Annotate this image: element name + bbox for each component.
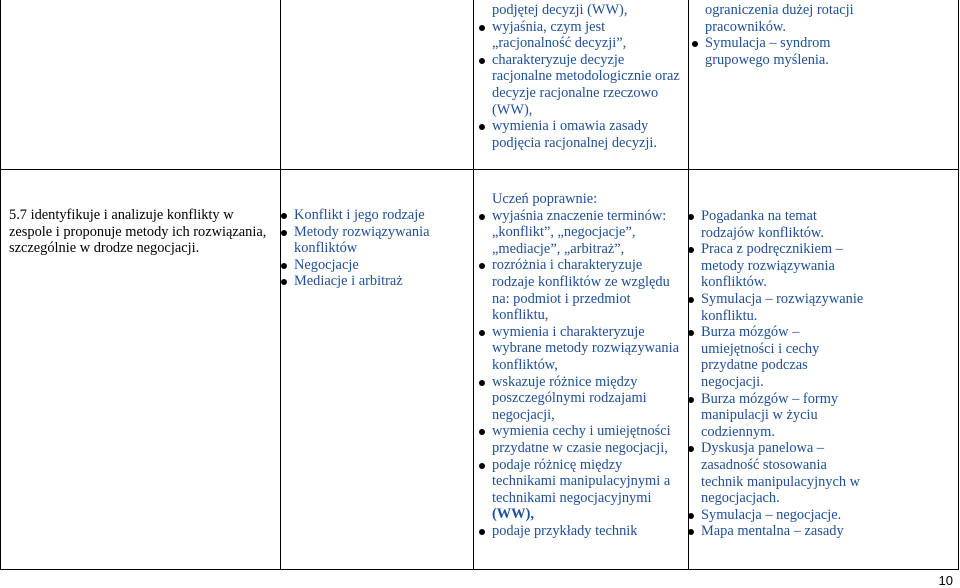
method-text: umiejętności i cechy — [701, 340, 820, 357]
student-outcome-text: na: podmiot i przedmiot — [492, 290, 631, 307]
student-outcome-text: „mediacje”, „arbitraż”, — [492, 240, 625, 257]
method-text: Praca z podręcznikiem – — [701, 241, 843, 258]
student-outcome-line — [492, 307, 679, 324]
student-outcome-text: wybrane metody rozwiązywania — [492, 340, 680, 357]
bullet-icon — [479, 429, 485, 435]
top-outcome-line — [492, 35, 680, 52]
bullet-icon — [688, 247, 694, 253]
bullet-icon — [479, 58, 485, 64]
student-outcome-line — [492, 423, 679, 440]
method-text: negocjacji. — [701, 373, 764, 390]
top-outcome-text: racjonalne metodologicznie oraz — [492, 68, 680, 85]
top-method-text: pracowników. — [705, 18, 786, 35]
method-line — [701, 324, 863, 341]
method-text: Dyskusja panelowa – — [701, 440, 825, 457]
method-text: Pogadanka na temat — [701, 208, 817, 224]
student-outcome-text: rodzaje konfliktów ze względu — [492, 273, 670, 290]
top-method-text: Symulacja – syndrom — [705, 35, 831, 52]
effect-text-line: zespole i proponuje metody ich rozwiązania, — [9, 223, 267, 240]
effect-5-7 — [9, 207, 266, 257]
student-outcome-text: poszczególnymi rodzajami — [492, 390, 647, 407]
effect-text-line: szczególnie w drodze negocjacji. — [9, 240, 200, 257]
topic-text: Negocjacje — [294, 256, 359, 273]
method-line — [701, 457, 863, 474]
student-outcome-text: konfliktu, — [492, 307, 549, 324]
table-border-col1 — [280, 0, 281, 570]
method-line — [701, 208, 863, 225]
top-outcome-text: charakteryzuje decyzje — [492, 51, 625, 68]
method-line — [701, 357, 863, 374]
top-method-line — [705, 35, 854, 52]
method-line — [701, 241, 863, 258]
method-line — [701, 291, 863, 308]
bullet-icon — [479, 124, 485, 130]
top-method-line — [705, 2, 854, 19]
bullet-icon — [688, 330, 694, 336]
top-outcome-text: wymienia i omawia zasady — [492, 118, 649, 135]
method-text: rodzajów konfliktów. — [701, 224, 824, 241]
student-outcome-line — [492, 224, 679, 241]
student-outcome-line — [492, 357, 679, 374]
top-outcome-text: (WW), — [492, 101, 533, 118]
bullet-icon — [281, 279, 287, 285]
student-outcome-line — [492, 523, 679, 540]
effect-text-line: 5.7 identyfikuje i analizuje konflikty w — [9, 207, 234, 223]
bullet-icon — [479, 330, 485, 336]
method-text: negocjacjach. — [701, 490, 780, 507]
method-text: codziennym. — [701, 423, 775, 440]
bullet-icon — [281, 263, 287, 269]
bullet-icon — [479, 25, 485, 31]
bullet-icon — [281, 230, 287, 236]
student-outcome-text: przydatne w czasie negocjacji, — [492, 439, 668, 456]
method-line — [701, 374, 863, 391]
student-outcome-text: technikami manipulacyjnymi a — [492, 473, 671, 490]
student-outcome-line — [492, 506, 679, 523]
topic-line — [294, 273, 429, 290]
student-outcome-line — [492, 407, 679, 424]
student-outcome-text: wskazuje różnice między — [492, 373, 638, 390]
method-line — [701, 407, 863, 424]
method-line — [701, 440, 863, 457]
method-line — [701, 308, 863, 325]
bullet-icon — [688, 397, 694, 403]
method-line — [701, 424, 863, 441]
top-outcome-text: podjętej decyzji (WW), — [492, 2, 628, 18]
bullet-icon — [479, 529, 485, 535]
top-outcome-line — [492, 52, 680, 69]
top-outcome-text: wyjaśnia, czym jest — [492, 18, 606, 35]
method-text: Mapa mentalna – zasady — [701, 523, 844, 540]
top-row-methods — [705, 2, 854, 68]
student-outcome-text: podaje różnicę między — [492, 456, 623, 473]
table-border-right — [958, 0, 959, 570]
student-outcome-line — [492, 324, 679, 341]
student-outcome-text: podaje przykłady technik — [492, 522, 638, 539]
student-outcome-line — [492, 490, 679, 507]
table-border-col3 — [688, 0, 689, 570]
method-text: Symulacja – rozwiązywanie — [701, 290, 864, 307]
method-line — [701, 490, 863, 507]
student-outcome-line — [492, 208, 679, 225]
method-line — [701, 274, 863, 291]
bullet-icon — [692, 41, 698, 47]
method-text: Symulacja – negocjacje. — [701, 506, 842, 523]
student-outcome-line — [492, 291, 679, 308]
top-outcome-text: „racjonalność decyzji”, — [492, 35, 627, 52]
method-line — [701, 225, 863, 242]
method-text: Burza mózgów – — [701, 324, 800, 341]
topic-text: Metody rozwiązywania — [294, 223, 430, 240]
top-outcome-line — [492, 68, 680, 85]
top-method-text: grupowego myślenia. — [705, 51, 829, 68]
top-outcome-line — [492, 102, 680, 119]
method-text: konfliktu. — [701, 307, 758, 324]
top-outcome-line — [492, 2, 680, 19]
bullet-icon — [479, 214, 485, 220]
student-outcome-line — [492, 257, 679, 274]
table-border-bottom — [0, 569, 959, 570]
method-line — [701, 474, 863, 491]
method-text: Burza mózgów – formy — [701, 390, 839, 407]
page-number: 10 — [938, 573, 953, 588]
topic-text: Konflikt i jego rodzaje — [294, 207, 425, 223]
bullet-icon — [688, 297, 694, 303]
top-method-line — [705, 19, 854, 36]
method-text: technik manipulacyjnych w — [701, 473, 861, 490]
bullet-icon — [281, 213, 287, 219]
method-line — [701, 258, 863, 275]
top-outcome-text: decyzje racjonalne rzeczowo — [492, 84, 659, 101]
student-outcome-text: rozróżnia i charakteryzuje — [492, 257, 643, 274]
student-outcome-text: wyjaśnia znaczenie terminów: — [492, 207, 667, 224]
student-outcome-text: negocjacji, — [492, 406, 555, 423]
student-intro: Uczeń poprawnie: — [492, 191, 598, 207]
top-row-learning-outcomes — [492, 2, 680, 151]
topic-text: Mediacje i arbitraż — [294, 273, 403, 290]
student-outcomes — [492, 191, 679, 539]
top-outcome-line — [492, 118, 680, 135]
method-line — [701, 523, 863, 540]
method-text: konfliktów. — [701, 274, 767, 291]
method-text: manipulacji w życiu — [701, 407, 818, 424]
bullet-icon — [688, 214, 694, 220]
method-line — [701, 391, 863, 408]
student-outcome-line — [492, 274, 679, 291]
topic-line — [294, 240, 429, 257]
bullet-icon — [688, 446, 694, 452]
method-text: zasadność stosowania — [701, 456, 827, 473]
top-outcome-line — [492, 135, 680, 152]
student-outcome-line — [492, 440, 679, 457]
top-outcome-line — [492, 85, 680, 102]
topics-list — [294, 207, 429, 290]
bullet-icon — [479, 380, 485, 386]
bullet-icon — [688, 529, 694, 535]
student-outcome-text: konfliktów, — [492, 356, 558, 373]
student-outcome-text: „konflikt”, „negocjacje”, — [492, 224, 636, 241]
method-line — [701, 507, 863, 524]
student-outcome-line — [492, 473, 679, 490]
student-outcome-line — [492, 374, 679, 391]
row-divider — [0, 169, 959, 170]
method-text: przydatne podczas — [701, 357, 808, 374]
method-text: metody rozwiązywania — [701, 257, 835, 274]
student-outcome-line — [492, 457, 679, 474]
student-outcome-line — [492, 241, 679, 258]
topic-line — [294, 207, 429, 224]
student-outcome-text: technikami negocjacyjnymi — [492, 489, 652, 506]
student-outcome-text: wymienia i charakteryzuje — [492, 323, 645, 340]
top-method-text: ograniczenia dużej rotacji — [705, 2, 854, 18]
table-border-col2 — [473, 0, 474, 570]
table-border-left — [0, 0, 1, 570]
teaching-methods-list — [701, 208, 863, 540]
topic-line — [294, 257, 429, 274]
topic-text: konfliktów — [294, 240, 358, 257]
method-line — [701, 341, 863, 358]
student-outcome-text: (WW), — [492, 506, 534, 523]
top-outcome-line — [492, 19, 680, 36]
bullet-icon — [688, 513, 694, 519]
bullet-icon — [479, 463, 485, 469]
student-outcome-line — [492, 340, 679, 357]
topic-line — [294, 224, 429, 241]
student-outcome-line — [492, 390, 679, 407]
student-outcome-text: wymienia cechy i umiejętności — [492, 423, 671, 440]
top-outcome-text: podjęcia racjonalnej decyzji. — [492, 134, 658, 151]
bullet-icon — [479, 263, 485, 269]
top-method-line — [705, 52, 854, 69]
